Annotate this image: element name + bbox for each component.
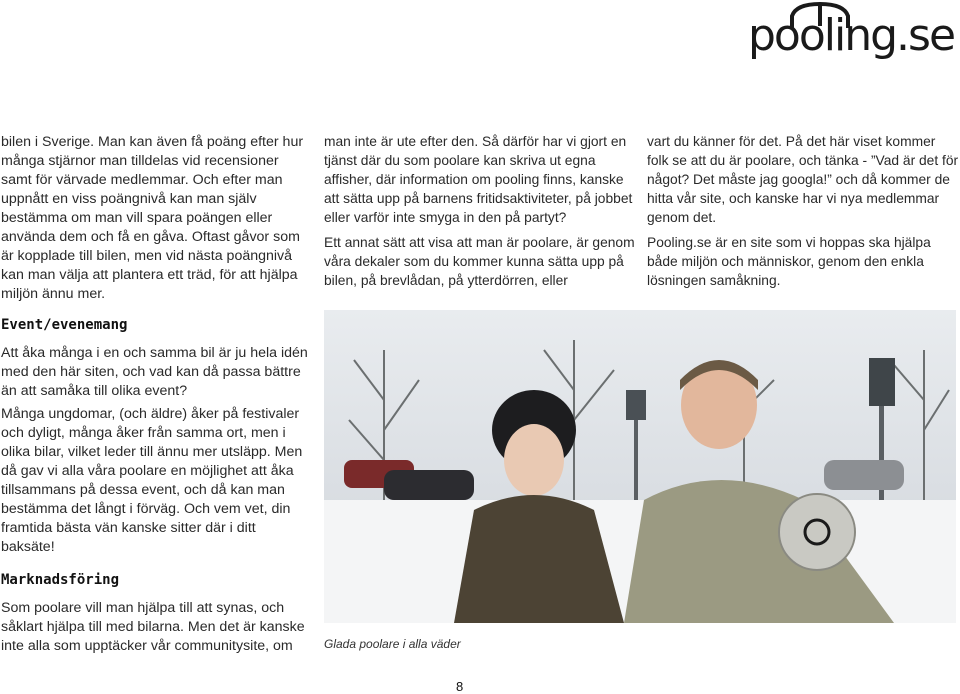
photo-winter-poolers — [324, 310, 956, 623]
photo-caption: Glada poolare i alla väder — [324, 637, 461, 651]
column-2 — [324, 132, 636, 296]
photo-illustration — [324, 310, 956, 623]
section-heading: Event/evenemang — [1, 317, 128, 333]
section-heading: Marknadsföring — [1, 572, 120, 588]
section-marknadsforing — [1, 571, 311, 660]
logo-wordmark: pooling.se — [748, 10, 955, 61]
column-1 — [1, 133, 306, 310]
paragraph: man inte är ute efter den. Så därför har vi gjort en tjänst där du som poolare kan skriva ut egna affisher, där information om pooling finns, kanske att sätta upp på barnens fritidsaktiviteter, på jobbet eller varför inte smyga in den på partyt? — [324, 134, 633, 225]
paragraph: Att åka många i en och samma bil är ju hela idén med den här siten, och vad kan då passa bättre än att samåka till olika event? — [1, 345, 308, 399]
paragraph: vart du känner för det. På det här viset kommer folk se att du är poolare, och tänka - ”Vad är det för något? Det måste jag googla!” och då kommer de hitta vår site, och kanske har vi nya medlemmar genom det. — [647, 134, 959, 225]
paragraph: Som poolare vill man hjälpa till att synas, och såklart hjälpa till med bilarna. Men det är kanske inte alla som upptäcker vår communitysite, om — [1, 600, 305, 654]
paragraph: Många ungdomar, (och äldre) åker på festivaler och dyligt, många åker från samma ort, men i olika bilar, vilket leder till ännu mer utsläpp. Men då gav vi alla våra poolare en möjlighet att åka tillsammans på dessa event, och då kan man bestämma det långt i förväg. Och vem vet, din framtida bästa vän kanske sitter där i ditt baksäte! — [1, 406, 303, 555]
paragraph: Pooling.se är en site som vi hoppas ska hjälpa både miljön och människor, genom den enkla lösningen samåkning. — [647, 235, 931, 288]
car-icon — [786, 2, 856, 30]
section-event — [1, 316, 311, 561]
column-3 — [647, 132, 959, 296]
pooling-logo[interactable] — [748, 2, 958, 68]
paragraph: Ett annat sätt att visa att man är poolare, är genom våra dekaler som du kommer kunna sätta upp på bilen, på brevlådan, på ytterdörren, eller — [324, 235, 635, 288]
page-number: 8 — [456, 679, 464, 694]
paragraph: bilen i Sverige. Man kan även få poäng efter hur många stjärnor man tilldelas vid recensioner samt för värvade medlemmar. Och efter man uppnått en viss poängnivå kan man själv bestämma om man vill spara poängen eller använda dem och få en gåva. Oftast gåvor som är kopplade till bilen, men vid nästa poängnivå kan man välja att plantera ett träd, för att hjälpa miljön ännu mer. — [1, 134, 304, 302]
